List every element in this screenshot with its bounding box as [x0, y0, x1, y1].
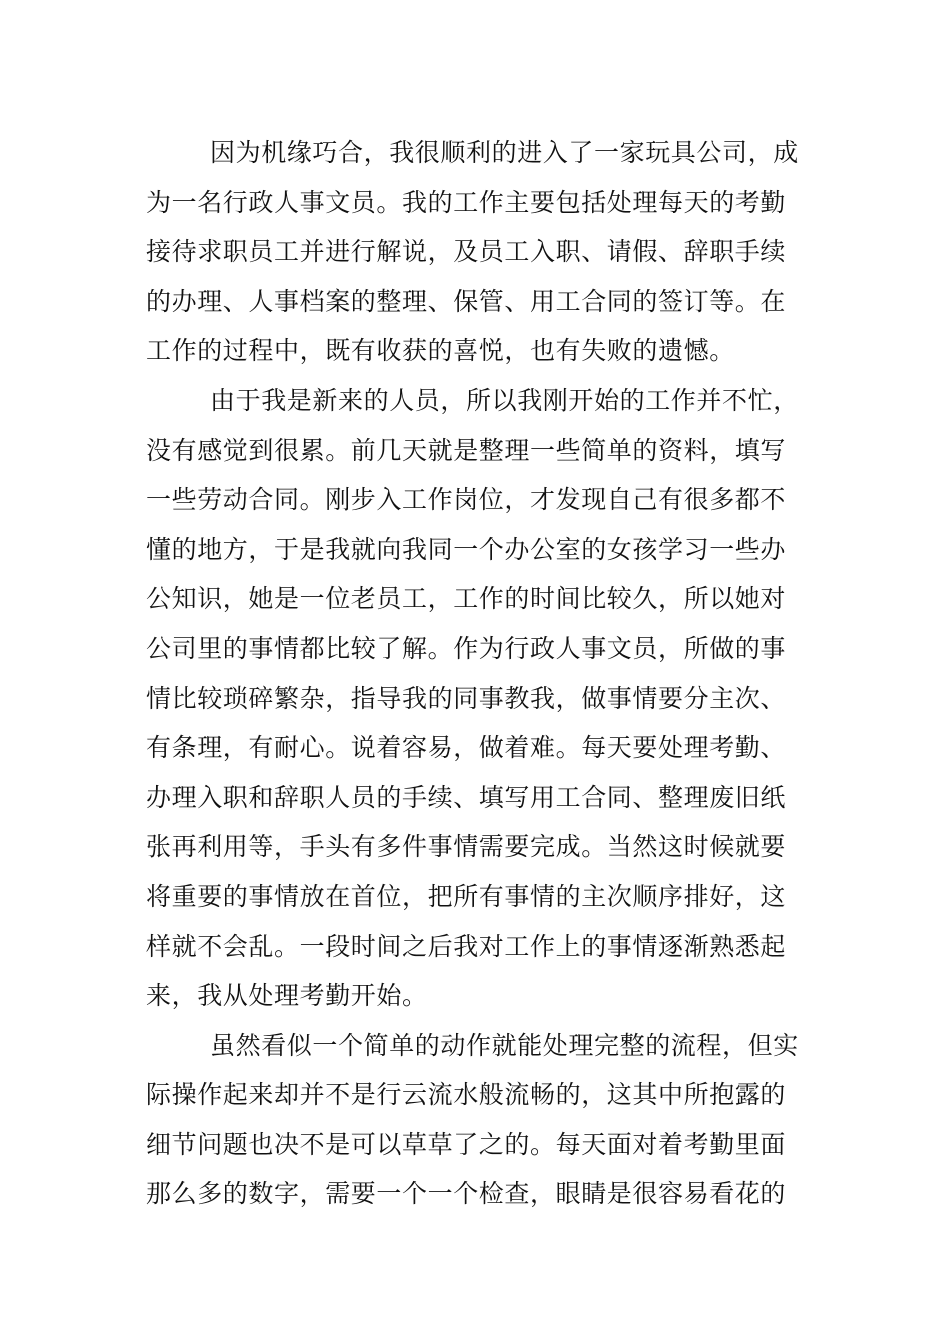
paragraph-line: 虽然看似一个简单的动作就能处理完整的流程，但实: [210, 1030, 799, 1060]
paragraph-line: 一些劳动合同。刚步入工作岗位，才发现自己有很多都不: [146, 485, 787, 515]
paragraph-line: 将重要的事情放在首位，把所有事情的主次顺序排好，这: [146, 881, 787, 911]
paragraph-line: 来，我从处理考勤开始。: [146, 981, 428, 1011]
paragraph-line: 公知识，她是一位老员工，工作的时间比较久，所以她对: [146, 584, 787, 614]
paragraph-line: 样就不会乱。一段时间之后我对工作上的事情逐渐熟悉起: [146, 931, 787, 961]
paragraph-line: 懂的地方，于是我就向我同一个办公室的女孩学习一些办: [146, 534, 787, 564]
paragraph-line: 张再利用等，手头有多件事情需要完成。当然这时候就要: [146, 832, 787, 862]
paragraph-line: 公司里的事情都比较了解。作为行政人事文员，所做的事: [146, 633, 787, 663]
paragraph-3: [146, 1021, 806, 1219]
paragraph-line: 因为机缘巧合，我很顺利的进入了一家玩具公司，成: [210, 138, 799, 167]
paragraph-line: 际操作起来却并不是行云流水般流畅的，这其中所抱露的: [146, 1080, 787, 1110]
paragraph-1: [146, 128, 806, 376]
paragraph-2: [146, 376, 806, 1021]
paragraph-line: 没有感觉到很累。前几天就是整理一些简单的资料，填写: [146, 435, 787, 465]
paragraph-line: 由于我是新来的人员，所以我刚开始的工作并不忙，: [210, 385, 799, 415]
document-body: [146, 128, 806, 1219]
paragraph-line: 的办理、人事档案的整理、保管、用工合同的签订等。在: [146, 286, 787, 316]
paragraph-line: 情比较琐碎繁杂，指导我的同事教我，做事情要分主次、: [146, 683, 787, 713]
paragraph-line: 接待求职员工并进行解说，及员工入职、请假、辞职手续: [146, 237, 787, 267]
paragraph-line: 细节问题也决不是可以草草了之的。每天面对着考勤里面: [146, 1129, 787, 1159]
paragraph-line: 为一名行政人事文员。我的工作主要包括处理每天的考勤: [146, 187, 787, 217]
paragraph-line: 那么多的数字，需要一个一个检查，眼睛是很容易看花的: [146, 1179, 787, 1209]
paragraph-line: 有条理，有耐心。说着容易，做着难。每天要处理考勤、: [146, 733, 787, 763]
paragraph-line: 工作的过程中，既有收获的喜悦，也有失败的遗憾。: [146, 336, 735, 366]
paragraph-line: 办理入职和辞职人员的手续、填写用工合同、整理废旧纸: [146, 782, 787, 812]
